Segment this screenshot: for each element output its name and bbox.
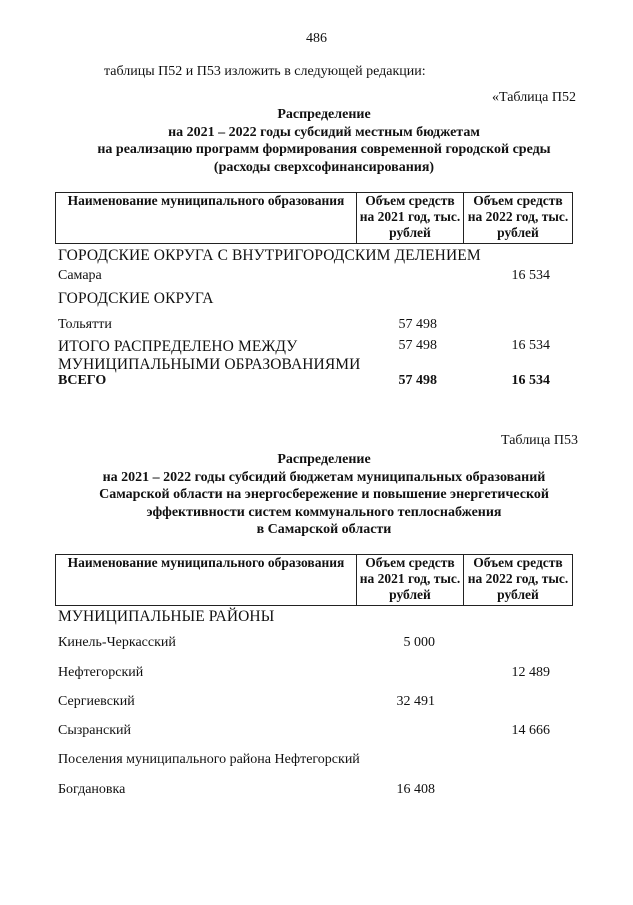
title-line: Самарской области на энергосбережение и повышение энергетической xyxy=(99,487,549,502)
table-row-value-2021: 57 498 xyxy=(398,317,437,332)
title-line: в Самарской области xyxy=(256,522,392,537)
table-row-total-distributed: ИТОГО РАСПРЕДЕЛЕНО МЕЖДУ МУНИЦИПАЛЬНЫМИ ОБРАЗОВАНИЯМИ xyxy=(58,338,361,373)
table-row-category: ГОРОДСКИЕ ОКРУГА С ВНУТРИГОРОДСКИМ ДЕЛЕНИЕМ xyxy=(58,247,481,264)
table-row-name: Тольятти xyxy=(58,317,112,332)
title-line: эффективности систем коммунального теплоснабжения xyxy=(146,504,502,520)
table-row-category: МУНИЦИПАЛЬНЫЕ РАЙОНЫ xyxy=(58,608,275,625)
table-row-value-2022: 14 666 xyxy=(511,723,550,738)
table-row-value-2021: 16 408 xyxy=(396,782,435,797)
table-row-name: Сызранский xyxy=(58,723,131,738)
table-p53-title xyxy=(0,451,633,539)
table-p52-label: «Таблица П52 xyxy=(492,90,576,105)
table-row-value-2022: 16 534 xyxy=(511,268,550,283)
title-line: Распределение xyxy=(277,452,371,467)
title-line: на 2021 – 2022 годы субсидий бюджетам муниципальных образований xyxy=(102,469,546,485)
header-2021: Объем средств на 2021 год, тыс. рублей xyxy=(357,555,464,606)
table-row-value-2022: 12 489 xyxy=(511,665,550,680)
table-row-name: Богдановка xyxy=(58,782,126,797)
table-row-subcategory: Поселения муниципального района Нефтегорский xyxy=(58,752,360,767)
table-row-name: Сергиевский xyxy=(58,694,135,709)
table-row-grand-total: ВСЕГО xyxy=(58,373,107,388)
intro-text: таблицы П52 и П53 изложить в следующей редакции: xyxy=(104,64,426,79)
table-p53-label: Таблица П53 xyxy=(501,433,578,448)
table-row-name: Кинель-Черкасский xyxy=(58,635,176,650)
header-name: Наименование муниципального образования xyxy=(56,193,357,244)
table-row-category: ГОРОДСКИЕ ОКРУГА xyxy=(58,290,214,307)
title-line: на 2021 – 2022 годы субсидий местным бюджетам xyxy=(168,124,480,140)
title-line: на реализацию программ формирования современной городской среды xyxy=(97,142,551,157)
table-row-value-2021: 5 000 xyxy=(403,635,435,650)
table-row-value-2021: 32 491 xyxy=(396,694,435,709)
table-p52-header xyxy=(55,192,573,244)
header-2022: Объем средств на 2022 год, тыс. рублей xyxy=(464,555,573,606)
table-row-value-2022: 16 534 xyxy=(511,338,550,353)
table-row-value-2021: 57 498 xyxy=(398,338,437,353)
title-line: (расходы сверхсофинансирования) xyxy=(213,159,435,175)
table-p52-title xyxy=(0,106,633,176)
header-2021: Объем средств на 2021 год, тыс. рублей xyxy=(357,193,464,244)
table-row-value-2022: 16 534 xyxy=(511,373,550,388)
header-name: Наименование муниципального образования xyxy=(56,555,357,606)
table-row-name: Самара xyxy=(58,268,102,283)
table-p53-header xyxy=(55,554,573,606)
page-number: 486 xyxy=(306,31,327,46)
table-row-name: Нефтегорский xyxy=(58,665,144,680)
table-row-value-2021: 57 498 xyxy=(398,373,437,388)
header-2022: Объем средств на 2022 год, тыс. рублей xyxy=(464,193,573,244)
title-line: Распределение xyxy=(277,107,371,122)
